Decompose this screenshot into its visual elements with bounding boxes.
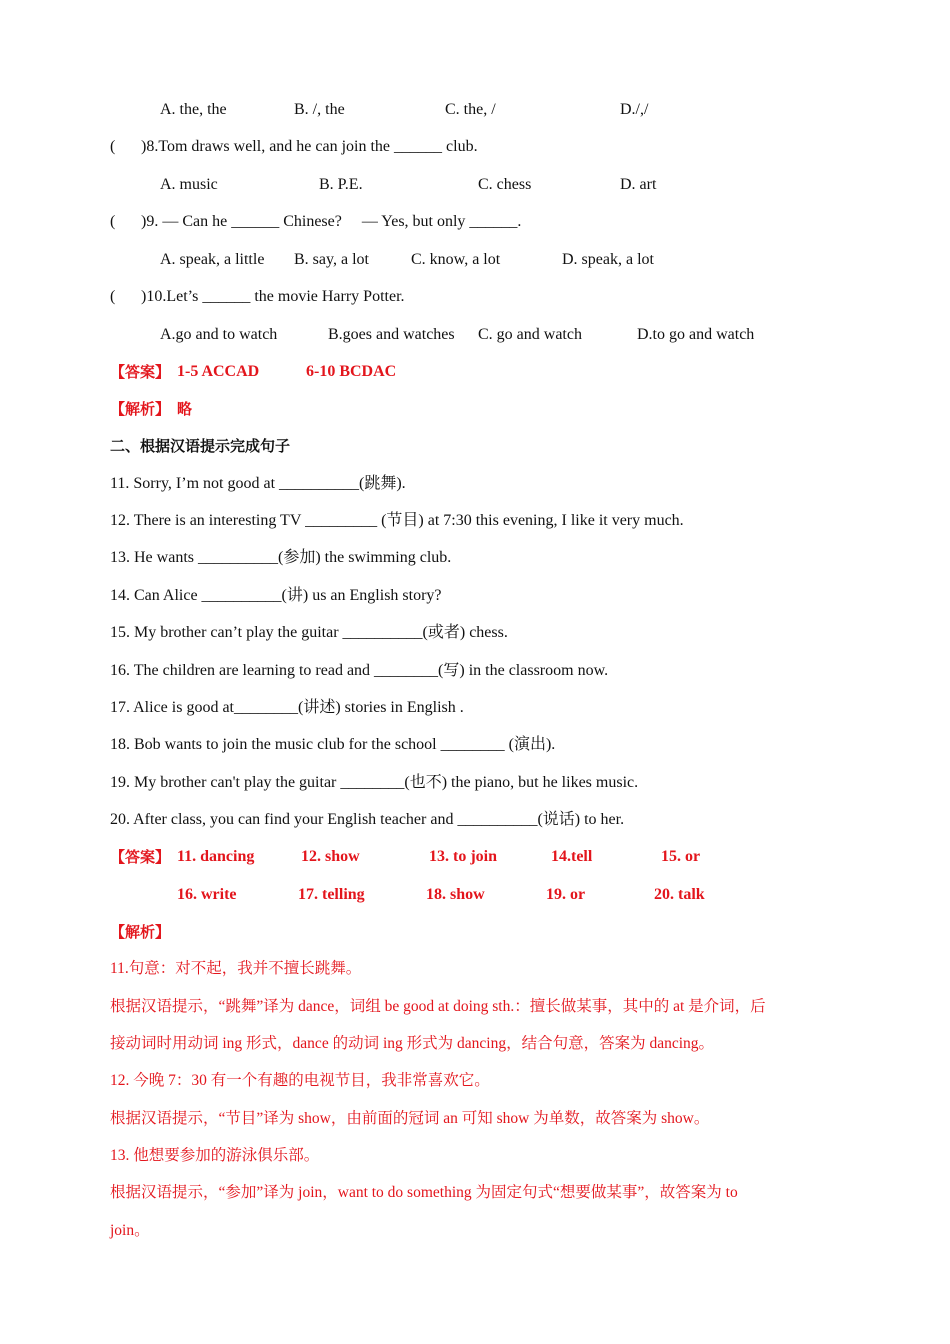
section-title: 二、根据汉语提示完成句子	[110, 437, 291, 455]
q10-paren: (	[110, 288, 116, 305]
sentence-20: 20. After class, you can find your English teacher and __________(说话) to her.	[110, 811, 625, 828]
q8-option-b: B. P.E.	[319, 176, 363, 193]
q7-option-c: C. the, /	[445, 101, 496, 118]
answer-12: 12. show	[301, 848, 360, 865]
explanation-line: 接动词时用动词 ing 形式，dance 的动词 ing 形式为 dancing，结合句意，答案为 dancing。	[110, 1035, 715, 1052]
explanation-line: 根据汉语提示，“跳舞”译为 dance，词组 be good at doing sth.：擅长做某事，其中的 at 是介词，后	[110, 998, 766, 1015]
sentence-13: 13. He wants __________(参加) the swimming club.	[110, 549, 452, 566]
answer-6-10: 6-10 BCDAC	[306, 363, 397, 380]
q10-option-a: A.go and to watch	[160, 326, 278, 343]
sentence-17: 17. Alice is good at________(讲述) stories in English .	[110, 699, 464, 716]
analysis-text: 略	[177, 400, 193, 418]
sentence-19: 19. My brother can't play the guitar ________(也不) the piano, but he likes music.	[110, 774, 639, 791]
answer-16: 16. write	[177, 886, 237, 903]
answer-tag-2: 【答案】	[110, 848, 171, 866]
q9-stem: )9. — Can he ______ Chinese? — Yes, but only ______.	[141, 213, 522, 230]
sentence-16: 16. The children are learning to read and ________(写) in the classroom now.	[110, 662, 609, 679]
q9-paren: (	[110, 213, 116, 230]
answer-19: 19. or	[546, 886, 586, 903]
answer-11: 11. dancing	[177, 848, 255, 865]
q8-stem: )8.Tom draws well, and he can join the ______ club.	[141, 138, 478, 155]
sentence-15: 15. My brother can’t play the guitar __________(或者) chess.	[110, 624, 508, 641]
q9-option-a: A. speak, a little	[160, 251, 265, 268]
q9-option-d: D. speak, a lot	[562, 251, 654, 268]
q7-option-d: D./,/	[620, 101, 649, 118]
sentence-18: 18. Bob wants to join the music club for the school ________ (演出).	[110, 736, 556, 753]
answer-18: 18. show	[426, 886, 485, 903]
q8-option-d: D. art	[620, 176, 657, 193]
explanation-line: 13. 他想要参加的游泳俱乐部。	[110, 1147, 320, 1164]
sentence-14: 14. Can Alice __________(讲) us an English story?	[110, 587, 442, 604]
q10-option-b: B.goes and watches	[328, 326, 455, 343]
q10-option-c: C. go and watch	[478, 326, 582, 343]
q7-option-b: B. /, the	[294, 101, 345, 118]
explanation-line: 12. 今晚 7：30 有一个有趣的电视节目，我非常喜欢它。	[110, 1072, 490, 1089]
sentence-11: 11. Sorry, I’m not good at __________(跳舞).	[110, 475, 406, 492]
answer-tag: 【答案】	[110, 363, 171, 381]
answer-20: 20. talk	[654, 886, 705, 903]
explanation-line: 11.句意：对不起，我并不擅长跳舞。	[110, 960, 362, 977]
q10-option-d: D.to go and watch	[637, 326, 755, 343]
answer-13: 13. to join	[429, 848, 497, 865]
q8-paren: (	[110, 138, 116, 155]
analysis-tag: 【解析】	[110, 400, 171, 418]
q8-option-a: A. music	[160, 176, 218, 193]
answer-1-5: 1-5 ACCAD	[177, 363, 260, 380]
q8-option-c: C. chess	[478, 176, 532, 193]
q7-option-a: A. the, the	[160, 101, 227, 118]
answer-15: 15. or	[661, 848, 701, 865]
q10-stem: )10.Let’s ______ the movie Harry Potter.	[141, 288, 405, 305]
q9-option-c: C. know, a lot	[411, 251, 501, 268]
sentence-12: 12. There is an interesting TV _________ (节目) at 7:30 this evening, I like it very much.	[110, 512, 684, 529]
analysis-tag-2: 【解析】	[110, 923, 171, 941]
explanation-line: join。	[110, 1222, 150, 1239]
q9-option-b: B. say, a lot	[294, 251, 369, 268]
answer-14: 14.tell	[551, 848, 593, 865]
answer-17: 17. telling	[298, 886, 365, 903]
explanation-line: 根据汉语提示，“参加”译为 join，want to do something 为固定句式“想要做某事”，故答案为 to	[110, 1184, 738, 1201]
explanation-line: 根据汉语提示，“节目”译为 show，由前面的冠词 an 可知 show 为单数，故答案为 show。	[110, 1110, 710, 1127]
